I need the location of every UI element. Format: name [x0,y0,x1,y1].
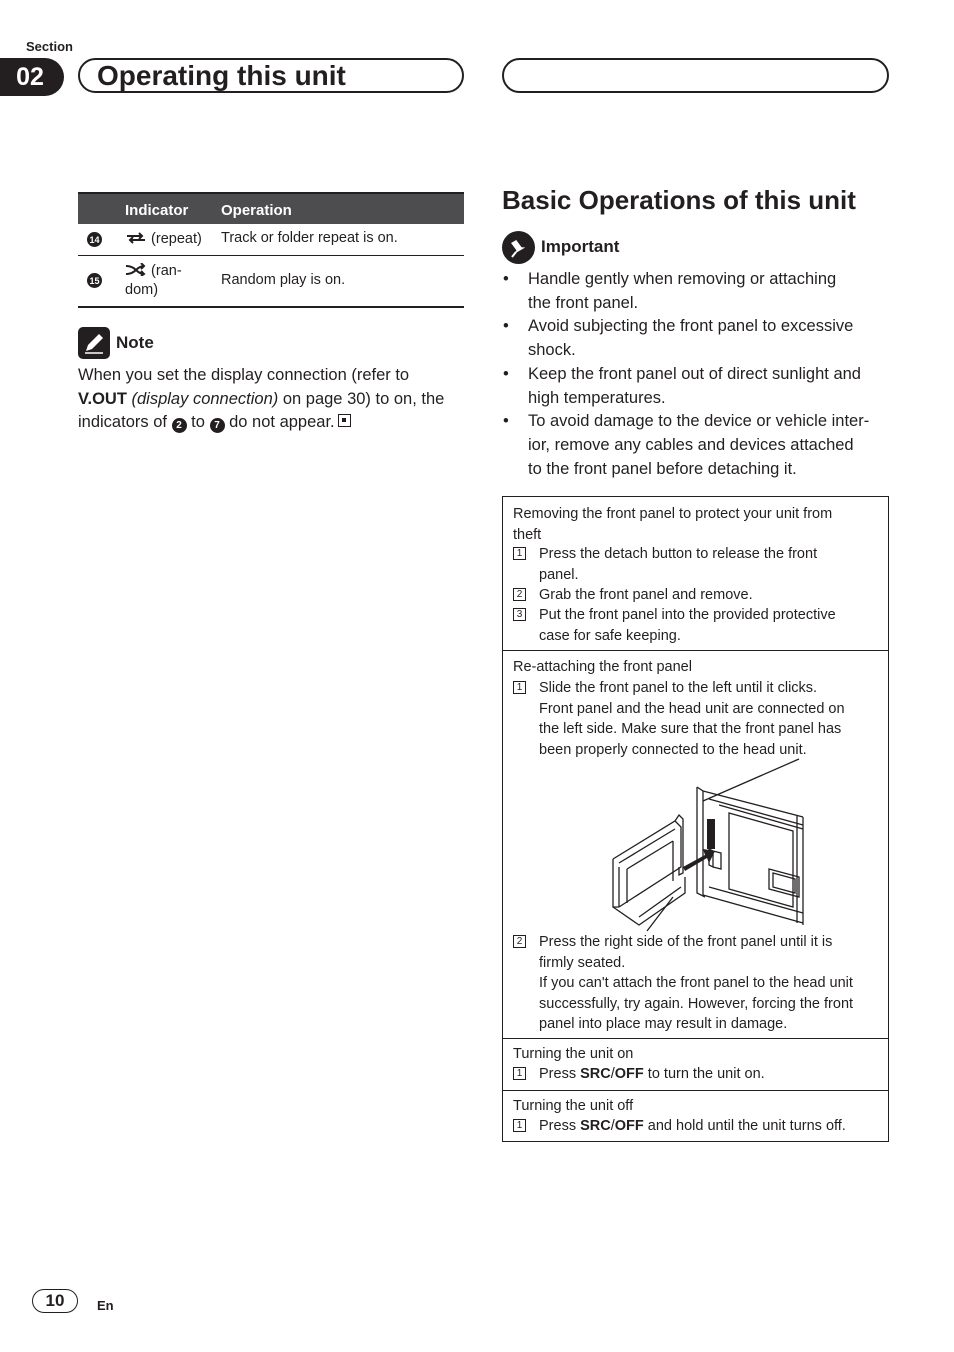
list-item: • Avoid subjecting the front panel to excessive shock. [502,315,892,362]
note-text: indicators of [78,413,167,431]
end-mark-icon [338,414,351,427]
row-number: 15 [87,273,102,288]
note-text: to [191,413,205,431]
callout-number: 2 [172,418,187,433]
table-row [78,256,464,308]
list-item: • To avoid damage to the device or vehicle inter- ior, remove any cables and devices attached to the front panel before detaching it. [502,410,892,481]
important-title: Important [541,237,620,256]
table-row [78,224,464,256]
operation-cell: Random play is on. [221,272,346,288]
important-list [502,268,892,481]
procedure-step: 1 Press the detach button to release the front panel. [513,544,878,585]
note-title: Note [116,333,154,352]
step-number: 3 [513,608,526,621]
off-button-label: OFF [614,1118,644,1134]
note-body [78,364,468,435]
section-number-badge: 02 [0,58,64,96]
indicator-cell [125,230,202,249]
important-icon [502,231,535,264]
callout-number: 7 [210,418,225,433]
procedure-step: 2 Grab the front panel and remove. [513,585,878,606]
note-text: When you set the display connection (refer to [78,366,410,384]
procedure-step: 1 Press SRC/OFF to turn the unit on. [513,1064,878,1085]
step-number: 1 [513,681,526,694]
indicator-label: (repeat) [151,231,202,247]
off-button-label: OFF [614,1066,644,1082]
step-number: 1 [513,1067,526,1080]
procedure-box-attach [502,650,889,1039]
procedure-heading: Turning the unit off [513,1098,634,1114]
step-number: 1 [513,1119,526,1132]
section-heading: Basic Operations of this unit [502,185,856,215]
note-text: on page 30) to on, the [282,389,445,408]
note-text: do not appear. [229,413,335,431]
procedure-heading: Re-attaching the front panel [513,659,692,675]
col-operation-header: Operation [221,202,292,219]
procedure-heading: Removing the front panel to protect your unit from theft [513,506,833,543]
section-label: Section [26,39,73,54]
note-icon [78,327,110,359]
step-number: 1 [513,547,526,560]
header-blank-frame [502,58,889,93]
procedure-heading: Turning the unit on [513,1046,634,1062]
page-title: Operating this unit [97,60,346,91]
front-panel-attach-illustration [609,757,809,933]
procedure-box-power-on [502,1038,889,1091]
list-item: • Keep the front panel out of direct sunlight and high temperatures. [502,363,892,410]
row-number: 14 [87,232,102,247]
indicator-table [78,192,464,308]
src-button-label: SRC [580,1118,611,1134]
step-number: 2 [513,588,526,601]
repeat-icon [125,232,147,244]
list-item: • Handle gently when removing or attaching the front panel. [502,268,892,315]
procedure-step: 3 Put the front panel into the provided protective case for safe keeping. [513,605,878,646]
page-number: 10 [32,1289,78,1313]
procedure-box-remove [502,496,889,651]
col-indicator-header: Indicator [125,202,189,219]
procedure-step: 1 Slide the front panel to the left until it clicks. Front panel and the head unit are connected on the left side. Make sure that the front panel has been properly connected to the head unit. [513,678,878,760]
procedure-step: 1 Press SRC/OFF and hold until the unit turns off. [513,1116,878,1137]
table-header [78,192,464,224]
step-number: 2 [513,935,526,948]
src-button-label: SRC [580,1066,611,1082]
setting-name: V.OUT [78,389,127,408]
language-code: En [97,1298,114,1313]
operation-cell: Track or folder repeat is on. [221,230,398,246]
setting-description: (display connection) [131,389,279,408]
indicator-label: (ran- [151,263,182,279]
procedure-step: 2 Press the right side of the front panel until it is firmly seated. If you can't attach the front panel to the head unit successfully, try again. However, forcing the front panel into place may result in damage. [513,932,878,1035]
indicator-cell [125,262,182,300]
random-icon [125,263,147,276]
indicator-label-cont: dom) [125,282,159,298]
procedure-box-power-off [502,1090,889,1142]
